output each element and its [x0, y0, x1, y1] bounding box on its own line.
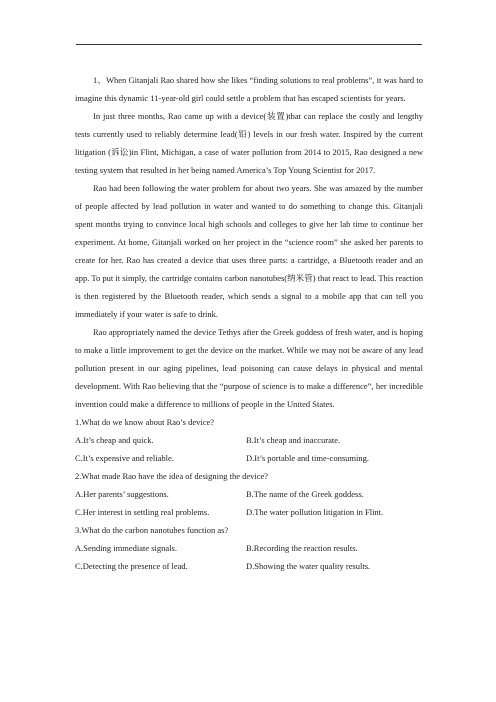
- question-stem: 1.What do we know about Rao’s device?: [75, 417, 215, 427]
- option-b: B.The name of the Greek goddess.: [246, 489, 364, 499]
- option-row: [75, 557, 423, 575]
- option-row: [75, 449, 423, 467]
- option-c: C.It’s expensive and reliable.: [75, 453, 174, 463]
- question-2: [75, 467, 423, 521]
- option-d: D.It’s portable and time-consuming.: [246, 453, 369, 463]
- option-row: [75, 539, 423, 557]
- option-row: [75, 503, 423, 521]
- question-1: [75, 413, 423, 467]
- question-stem: 3.What do the carbon nanotubes function as?: [75, 525, 229, 535]
- passage-paragraph-1: In just three months, Rao came up with a device(装置)that can replace the costly and lengthy tests currently used to reliably determine lead(铅) levels in our fresh water. Inspired by the current litigation (诉讼)in Flint, Michigan, a case of water pollution from 2014 to 2015, Rao designed a new testing system that resulted in her being named America’s Top Young Scientist for 2017.: [75, 111, 423, 175]
- option-c: C.Detecting the presence of lead.: [75, 561, 188, 571]
- option-d: D.The water pollution litigation in Flint.: [246, 507, 384, 517]
- passage-paragraph-3: Rao appropriately named the device Tethys after the Greek goddess of fresh water, and is hoping to make a little improvement to get the device on the market. While we may not be aware of any lead pollution present in our aging pipelines, lead poisoning can cause delays in physical and mental development. With Rao believing that the “purpose of science is to make a difference”, her incredible invention could make a difference to millions of people in the United States.: [75, 327, 423, 409]
- option-a: A.Her parents’ suggestions.: [75, 489, 169, 499]
- option-b: B.Recording the reaction results.: [246, 543, 358, 553]
- header-rule: [76, 44, 422, 45]
- passage-intro: 1、When Gitanjali Rao shared how she likes “finding solutions to real problems”, it was hard to imagine this dynamic 11-year-old girl could settle a problem that has escaped scientists for years.: [75, 75, 423, 103]
- option-row: [75, 485, 423, 503]
- question-3: [75, 521, 423, 575]
- option-c: C.Her interest in settling real problems.: [75, 507, 210, 517]
- question-stem: 2.What made Rao have the idea of designing the device?: [75, 471, 269, 481]
- option-b: B.It’s cheap and inaccurate.: [246, 435, 341, 445]
- option-a: A.It’s cheap and quick.: [75, 435, 154, 445]
- option-row: [75, 431, 423, 449]
- option-a: A.Sending immediate signals.: [75, 543, 177, 553]
- option-d: D.Showing the water quality results.: [246, 561, 371, 571]
- passage-paragraph-2: Rao had been following the water problem for about two years. She was amazed by the number of people affected by lead pollution in water and wanted to do something to change this. Gitanjali spent months trying to convince local high schools and colleges to give her lab time to continue her experiment. At home, Gitanjali worked on her project in the “science room” she asked her parents to create for her. Rao has created a device that uses three parts: a cartridge, a Bluetooth reader and an app. To put it simply, the cartridge contains carbon nanotubes(纳米管) that react to lead. This reaction is then registered by the Bluetooth reader, which sends a signal to a mobile app that can tell you immediately if your water is safe to drink.: [75, 183, 423, 319]
- document-body: [75, 71, 423, 575]
